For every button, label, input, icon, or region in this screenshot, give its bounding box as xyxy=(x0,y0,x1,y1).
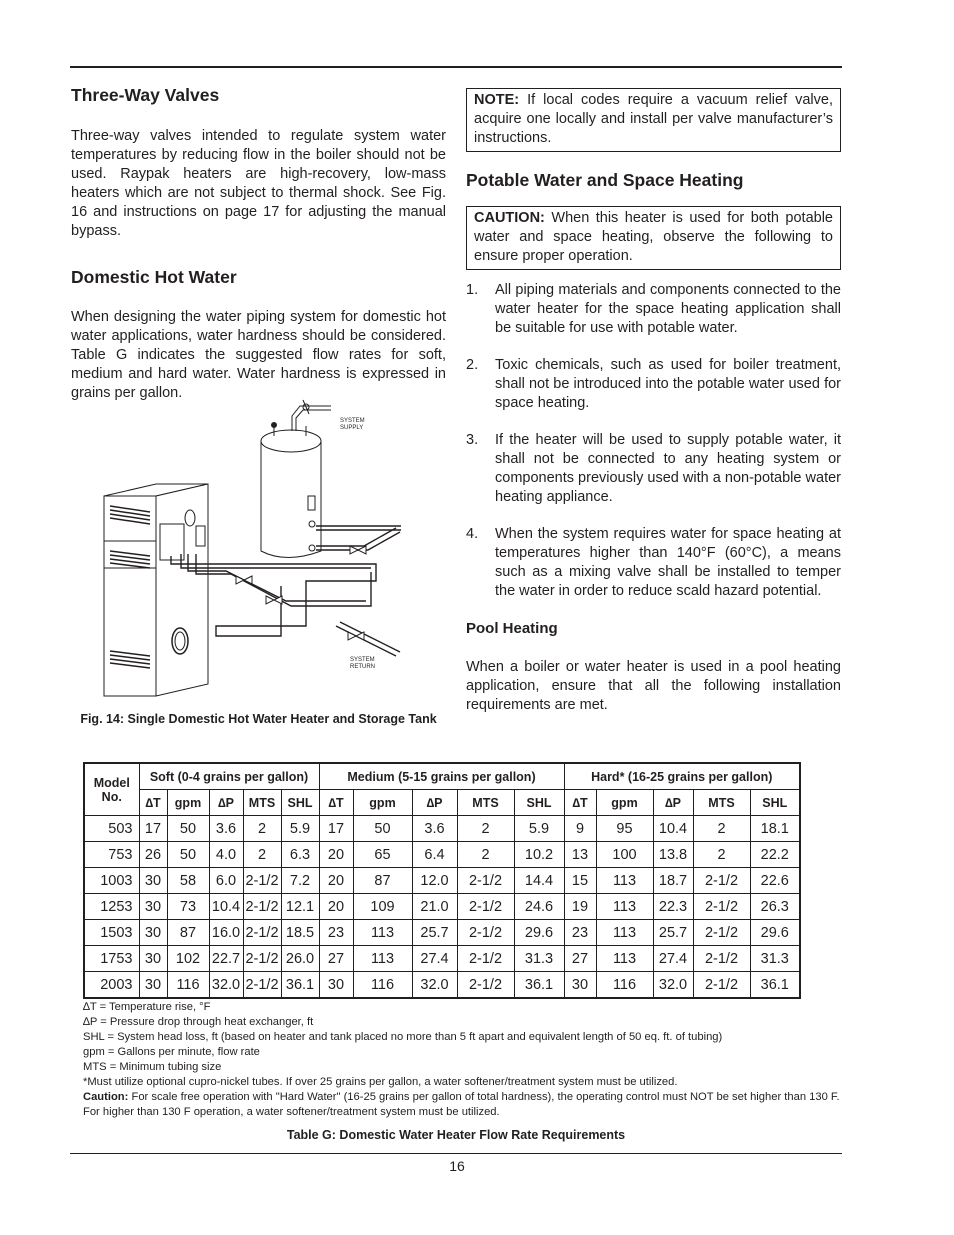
table-caption: Table G: Domestic Water Heater Flow Rate Requirements xyxy=(286,1128,626,1142)
table-cell: 2-1/2 xyxy=(693,868,750,894)
table-cell: 20 xyxy=(319,842,353,868)
table-cell: 36.1 xyxy=(750,972,800,999)
table-cell: 100 xyxy=(596,842,653,868)
domestic-hot-water-heading: Domestic Hot Water xyxy=(71,267,237,287)
table-cell: 2-1/2 xyxy=(243,868,281,894)
table-cell: 20 xyxy=(319,868,353,894)
model-cell: 2003 xyxy=(84,972,139,999)
table-cell: 30 xyxy=(319,972,353,999)
table-cell: 3.6 xyxy=(412,816,457,842)
table-cell: 2 xyxy=(457,842,514,868)
table-cell: 22.2 xyxy=(750,842,800,868)
col-header: ∆P xyxy=(412,790,457,816)
three-way-valves-heading: Three-Way Valves xyxy=(71,85,220,105)
fig14-piping-diagram xyxy=(96,396,416,706)
table-cell: 19 xyxy=(564,894,596,920)
col-header: MTS xyxy=(243,790,281,816)
table-row xyxy=(84,842,800,868)
table-cell: 18.5 xyxy=(281,920,319,946)
table-cell: 2-1/2 xyxy=(693,894,750,920)
table-cell: 2-1/2 xyxy=(243,946,281,972)
table-cell: 116 xyxy=(596,972,653,999)
model-cell: 753 xyxy=(84,842,139,868)
table-cell: 30 xyxy=(139,946,167,972)
caution-text: When this heater is used for both potable water and space heating, observe the following to ensure proper operation. xyxy=(474,210,833,264)
list-number: 4. xyxy=(466,526,479,542)
note-line: SHL = System head loss, ft (based on heater and tank placed no more than 5 ft apart and equivalent length of 50 eq. ft. of tubing) xyxy=(83,1031,723,1043)
table-cell: 22.7 xyxy=(209,946,243,972)
table-cell: 87 xyxy=(167,920,209,946)
table-cell: 73 xyxy=(167,894,209,920)
table-cell: 2-1/2 xyxy=(457,920,514,946)
table-cell: 6.0 xyxy=(209,868,243,894)
table-cell: 58 xyxy=(167,868,209,894)
table-cell: 6.4 xyxy=(412,842,457,868)
table-cell: 95 xyxy=(596,816,653,842)
table-cell: 27.4 xyxy=(653,946,693,972)
domestic-hot-water-body: When designing the water piping system for domestic hot water applications, water hardness should be considered. Table G indicates the suggested flow rates for soft, medium and hard water. Water hardness is expressed in grains per gallon. xyxy=(71,309,446,401)
table-cell: 5.9 xyxy=(514,816,564,842)
table-cell: 26.0 xyxy=(281,946,319,972)
table-cell: 30 xyxy=(564,972,596,999)
supply-pipe xyxy=(292,400,331,431)
caution-note xyxy=(83,1090,843,1120)
list-text: All piping materials and components connected to the water heater for the space heating application shall be suitable for use with potable water. xyxy=(495,282,841,336)
potable-water-heading: Potable Water and Space Heating xyxy=(466,170,744,190)
table-cell: 50 xyxy=(167,842,209,868)
system-supply-label: SYSTEM xyxy=(340,418,365,424)
table-cell: 27 xyxy=(319,946,353,972)
three-way-valves-body: Three-way valves intended to regulate system water temperatures by reducing flow in the boiler should not be used. Raypak heaters are high-recovery, low-mass heaters which are not subject to thermal shock. See Fig. 16 and instructions on page 17 for adjusting the manual bypass. xyxy=(71,128,446,239)
table-cell: 25.7 xyxy=(653,920,693,946)
list-text: Toxic chemicals, such as used for boiler treatment, shall not be introduced into the potable water used for space heating. xyxy=(495,357,841,411)
table-cell: 5.9 xyxy=(281,816,319,842)
caution-label: CAUTION: xyxy=(474,210,545,226)
table-cell: 31.3 xyxy=(514,946,564,972)
list-number: 3. xyxy=(466,432,479,448)
table-cell: 102 xyxy=(167,946,209,972)
col-header: gpm xyxy=(596,790,653,816)
pool-heating-heading: Pool Heating xyxy=(466,620,558,637)
table-cell: 2-1/2 xyxy=(457,972,514,999)
list-text: If the heater will be used to supply potable water, it shall not be connected to any heating system or components previously used with a non-potable water heating appliance. xyxy=(495,432,841,505)
col-header: gpm xyxy=(353,790,412,816)
flow-rate-table xyxy=(83,762,801,999)
table-cell: 30 xyxy=(139,972,167,999)
table-cell: 2-1/2 xyxy=(243,920,281,946)
caution-box xyxy=(466,206,841,270)
table-row xyxy=(84,946,800,972)
col-header: SHL xyxy=(750,790,800,816)
storage-tank xyxy=(261,423,321,558)
list-item xyxy=(466,431,841,507)
table-cell: 32.0 xyxy=(209,972,243,999)
table-cell: 29.6 xyxy=(514,920,564,946)
table-cell: 21.0 xyxy=(412,894,457,920)
table-cell: 36.1 xyxy=(514,972,564,999)
group-header-medium: Medium (5-15 grains per gallon) xyxy=(319,763,564,790)
table-cell: 22.6 xyxy=(750,868,800,894)
table-cell: 10.4 xyxy=(209,894,243,920)
table-cell: 6.3 xyxy=(281,842,319,868)
note-text: If local codes require a vacuum relief valve, acquire one locally and install per valve manufacturer’s instructions. xyxy=(474,92,833,146)
table-cell: 65 xyxy=(353,842,412,868)
table-cell: 18.1 xyxy=(750,816,800,842)
table-cell: 30 xyxy=(139,920,167,946)
table-cell: 22.3 xyxy=(653,894,693,920)
table-cell: 87 xyxy=(353,868,412,894)
right-column xyxy=(466,88,841,715)
table-cell: 14.4 xyxy=(514,868,564,894)
table-cell: 9 xyxy=(564,816,596,842)
svg-text:RETURN: RETURN xyxy=(350,664,375,670)
table-cell: 2-1/2 xyxy=(693,972,750,999)
table-cell: 26 xyxy=(139,842,167,868)
col-header: SHL xyxy=(514,790,564,816)
table-cell: 31.3 xyxy=(750,946,800,972)
table-cell: 113 xyxy=(596,894,653,920)
table-cell: 13.8 xyxy=(653,842,693,868)
table-cell: 30 xyxy=(139,868,167,894)
table-cell: 116 xyxy=(167,972,209,999)
table-cell: 24.6 xyxy=(514,894,564,920)
table-row xyxy=(84,920,800,946)
table-cell: 50 xyxy=(167,816,209,842)
table-cell: 2 xyxy=(457,816,514,842)
table-cell: 23 xyxy=(319,920,353,946)
note-line: *Must utilize optional cupro-nickel tubes. If over 25 grains per gallon, a water softener/treatment system must be utilized. xyxy=(83,1076,678,1088)
table-cell: 12.1 xyxy=(281,894,319,920)
boiler-cabinet xyxy=(104,484,208,696)
table-cell: 18.7 xyxy=(653,868,693,894)
table-cell: 27.4 xyxy=(412,946,457,972)
sub-header-row xyxy=(84,790,800,816)
top-rule xyxy=(70,66,842,68)
table-cell: 2-1/2 xyxy=(243,894,281,920)
svg-text:SUPPLY: SUPPLY xyxy=(340,425,364,431)
col-header: ∆P xyxy=(653,790,693,816)
page-number: 16 xyxy=(449,1158,465,1174)
table-cell: 30 xyxy=(139,894,167,920)
caution-note-text: For scale free operation with "Hard Water" (16-25 grains per gallon of total hardness), the operating control must NOT be set higher than 130 F. For higher than 130 F operation, a water softener/treatment system must be utilized. xyxy=(83,1091,840,1118)
col-header: MTS xyxy=(693,790,750,816)
table-cell: 10.4 xyxy=(653,816,693,842)
table-cell: 2-1/2 xyxy=(457,946,514,972)
table-cell: 15 xyxy=(564,868,596,894)
list-item xyxy=(466,281,841,338)
model-cell: 1003 xyxy=(84,868,139,894)
model-header: Model No. xyxy=(84,763,139,816)
table-cell: 4.0 xyxy=(209,842,243,868)
table-cell: 2-1/2 xyxy=(457,894,514,920)
table-cell: 2 xyxy=(693,842,750,868)
table-cell: 2 xyxy=(243,842,281,868)
table-cell: 29.6 xyxy=(750,920,800,946)
table-cell: 2 xyxy=(693,816,750,842)
table-cell: 113 xyxy=(596,946,653,972)
col-header: ∆T xyxy=(319,790,353,816)
note-line: MTS = Minimum tubing size xyxy=(83,1061,222,1073)
table-cell: 113 xyxy=(596,920,653,946)
note-line: ∆P = Pressure drop through heat exchanger, ft xyxy=(83,1016,314,1028)
bottom-rule xyxy=(70,1153,842,1154)
table-cell: 26.3 xyxy=(750,894,800,920)
table-cell: 10.2 xyxy=(514,842,564,868)
figure-caption: Fig. 14: Single Domestic Hot Water Heater and Storage Tank xyxy=(80,712,437,726)
table-cell: 2-1/2 xyxy=(693,946,750,972)
table-cell: 36.1 xyxy=(281,972,319,999)
col-header: ∆P xyxy=(209,790,243,816)
col-header: gpm xyxy=(167,790,209,816)
table-cell: 116 xyxy=(353,972,412,999)
table-cell: 17 xyxy=(319,816,353,842)
note-line: gpm = Gallons per minute, flow rate xyxy=(83,1046,260,1058)
col-header: SHL xyxy=(281,790,319,816)
list-item xyxy=(466,525,841,601)
table-cell: 32.0 xyxy=(653,972,693,999)
model-cell: 1253 xyxy=(84,894,139,920)
model-cell: 1753 xyxy=(84,946,139,972)
table-cell: 23 xyxy=(564,920,596,946)
group-header-soft: Soft (0-4 grains per gallon) xyxy=(139,763,319,790)
table-cell: 16.0 xyxy=(209,920,243,946)
table-body xyxy=(84,816,800,999)
col-header: MTS xyxy=(457,790,514,816)
list-text: When the system requires water for space heating at temperatures higher than 140°F (60°C), a means such as a mixing valve shall be installed to temper the water in order to reduce scald hazard potential. xyxy=(495,526,841,599)
table-cell: 2 xyxy=(243,816,281,842)
table-row xyxy=(84,972,800,999)
table-cell: 13 xyxy=(564,842,596,868)
table-cell: 12.0 xyxy=(412,868,457,894)
table-notes xyxy=(83,1000,843,1120)
table-cell: 2-1/2 xyxy=(243,972,281,999)
table-row xyxy=(84,816,800,842)
pool-heating-body: When a boiler or water heater is used in a pool heating application, ensure that all the following installation requirements are met. xyxy=(466,659,841,713)
table-cell: 109 xyxy=(353,894,412,920)
model-cell: 1503 xyxy=(84,920,139,946)
col-header: ∆T xyxy=(564,790,596,816)
table-cell: 20 xyxy=(319,894,353,920)
table-row xyxy=(84,868,800,894)
system-return-label: SYSTEM xyxy=(350,657,375,663)
list-number: 2. xyxy=(466,357,479,373)
list-number: 1. xyxy=(466,282,479,298)
table-cell: 25.7 xyxy=(412,920,457,946)
table-cell: 3.6 xyxy=(209,816,243,842)
table-cell: 50 xyxy=(353,816,412,842)
model-cell: 503 xyxy=(84,816,139,842)
potable-list xyxy=(466,281,841,601)
table-cell: 2-1/2 xyxy=(693,920,750,946)
left-column xyxy=(71,84,446,403)
table-cell: 113 xyxy=(596,868,653,894)
col-header: ∆T xyxy=(139,790,167,816)
note-line: ∆T = Temperature rise, °F xyxy=(83,1001,211,1013)
caution-note-label: Caution: xyxy=(83,1091,129,1103)
list-item xyxy=(466,356,841,413)
note-label: NOTE: xyxy=(474,92,520,108)
table-cell: 2-1/2 xyxy=(457,868,514,894)
table-cell: 113 xyxy=(353,920,412,946)
group-header-hard: Hard* (16-25 grains per gallon) xyxy=(564,763,800,790)
table-cell: 113 xyxy=(353,946,412,972)
table-cell: 27 xyxy=(564,946,596,972)
table-cell: 17 xyxy=(139,816,167,842)
table-row xyxy=(84,894,800,920)
table-cell: 7.2 xyxy=(281,868,319,894)
table-cell: 32.0 xyxy=(412,972,457,999)
note-box xyxy=(466,88,841,152)
